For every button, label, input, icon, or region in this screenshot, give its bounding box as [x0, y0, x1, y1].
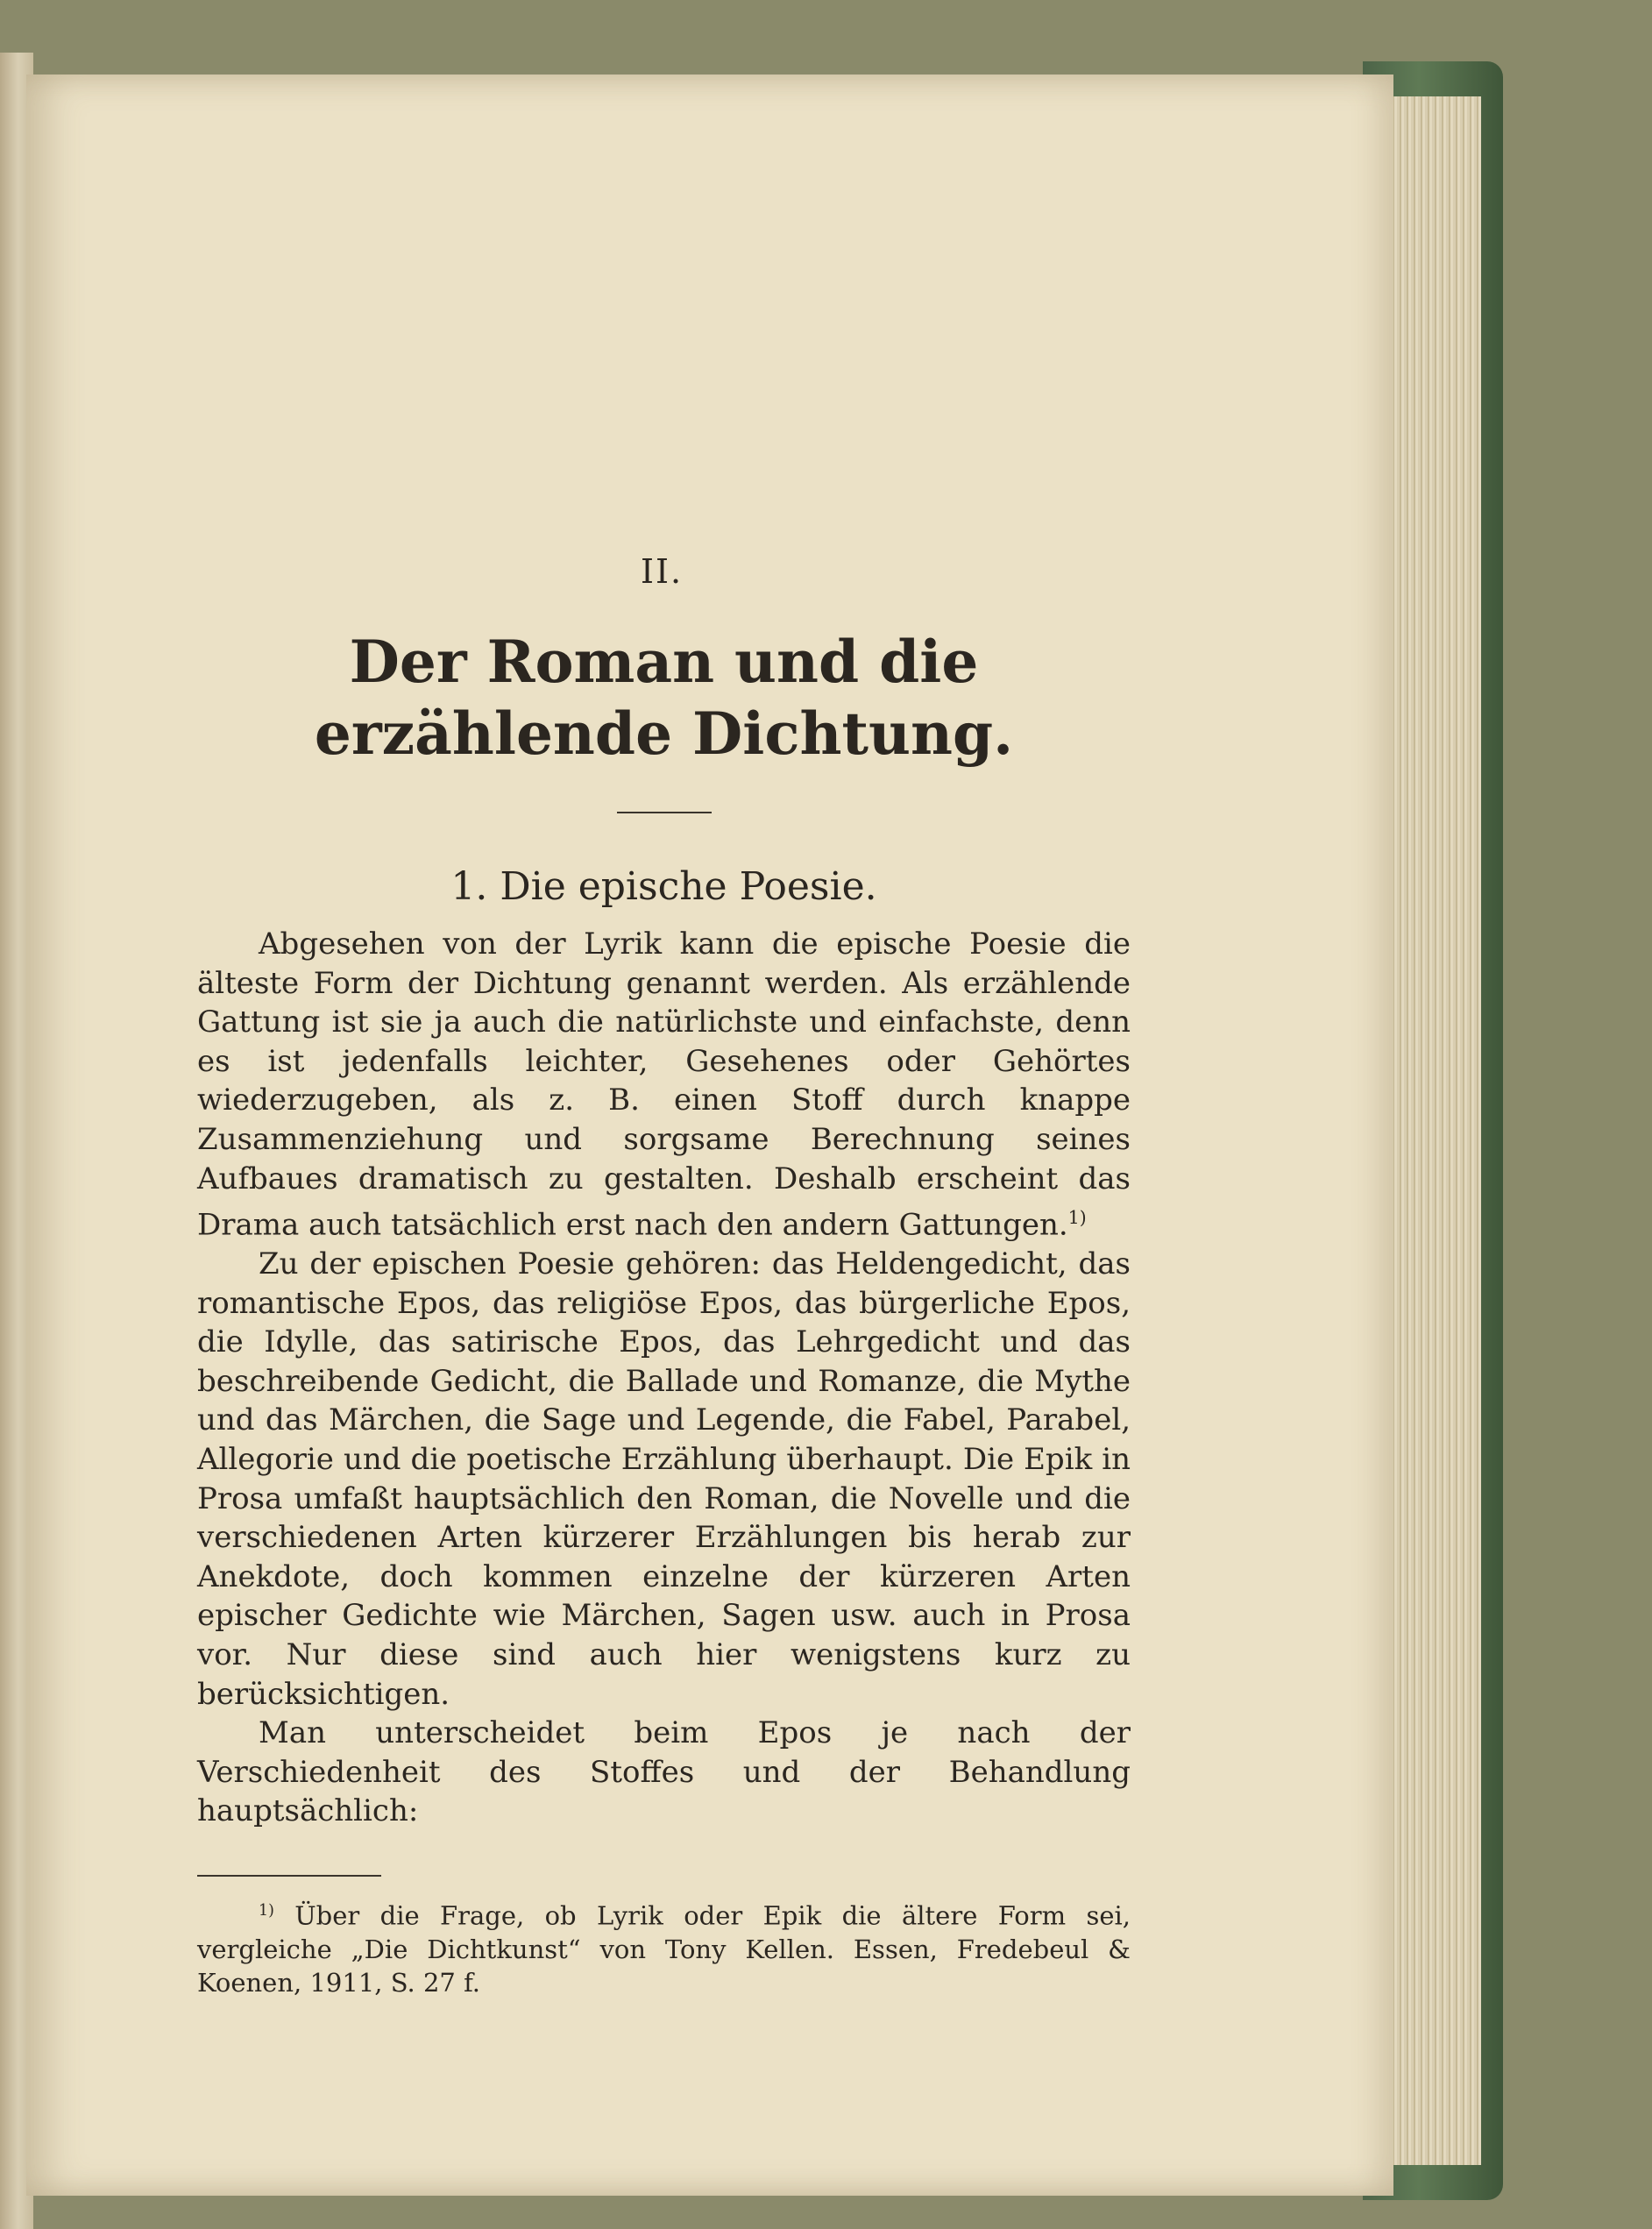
text-area — [197, 552, 1131, 1999]
chapter-title: Der Roman und die erzählende Dichtung. — [314, 628, 1014, 768]
footnote-marker: 1) — [259, 1901, 274, 1920]
footnote-reference: 1) — [1067, 1207, 1087, 1229]
title-divider — [617, 812, 712, 813]
book-page — [26, 75, 1393, 2196]
paragraph-1 — [197, 925, 1131, 1245]
paragraph-3: Man unterscheidet beim Epos je nach der Verschiedenheit des Stoffes und der Behandlung hauptsächlich: — [197, 1715, 1131, 1829]
paragraph-1-text: Abgesehen von der Lyrik kann die epische Poesie die älteste Form der Dichtung genannt werden. Als erzählende Gattung ist sie ja auch die natürlichste und einfachste, denn es ist jedenfalls leichter, Gesehenes oder Gehörtes wiederzugeben, als z. B. einen Stoff durch knappe Zusammenziehung und sorgsame Berechnung seines Aufbaues dramatisch zu gestalten. Deshalb erscheint das Drama auch tatsächlich erst nach den andern Gattungen. — [197, 926, 1131, 1243]
paragraph-2: Zu der epischen Poesie gehören: das Heldengedicht, das romantische Epos, das religiöse Epos, das bürgerliche Epos, die Idylle, das satirische Epos, das Lehrgedicht und das beschreibende Gedicht, die Ballade und Romanze, die Mythe und das Märchen, die Sage und Legende, die Fabel, Parabel, Allegorie und die poetische Erzählung überhaupt. Die Epik in Prosa umfaßt hauptsächlich den Roman, die Novelle und die verschiedenen Arten kürzerer Erzählungen bis herab zur Anekdote, doch kommen einzelne der kürzeren Arten epischer Gedichte wie Märchen, Sagen usw. auch in Prosa vor. Nur diese sind auch hier wenigstens kurz zu berücksichtigen. — [197, 1246, 1131, 1712]
section-heading: 1. Die epische Poesie. — [450, 864, 877, 909]
footnote — [197, 1894, 1131, 1999]
footnote-divider — [197, 1875, 381, 1877]
chapter-number: II. — [640, 552, 684, 591]
footnote-text: Über die Frage, ob Lyrik oder Epik die ältere Form sei, vergleiche „Die Dichtkunst“ von Tony Kellen. Essen, Fredebeul & Koenen, 1911, S. 27 f. — [197, 1900, 1131, 1998]
